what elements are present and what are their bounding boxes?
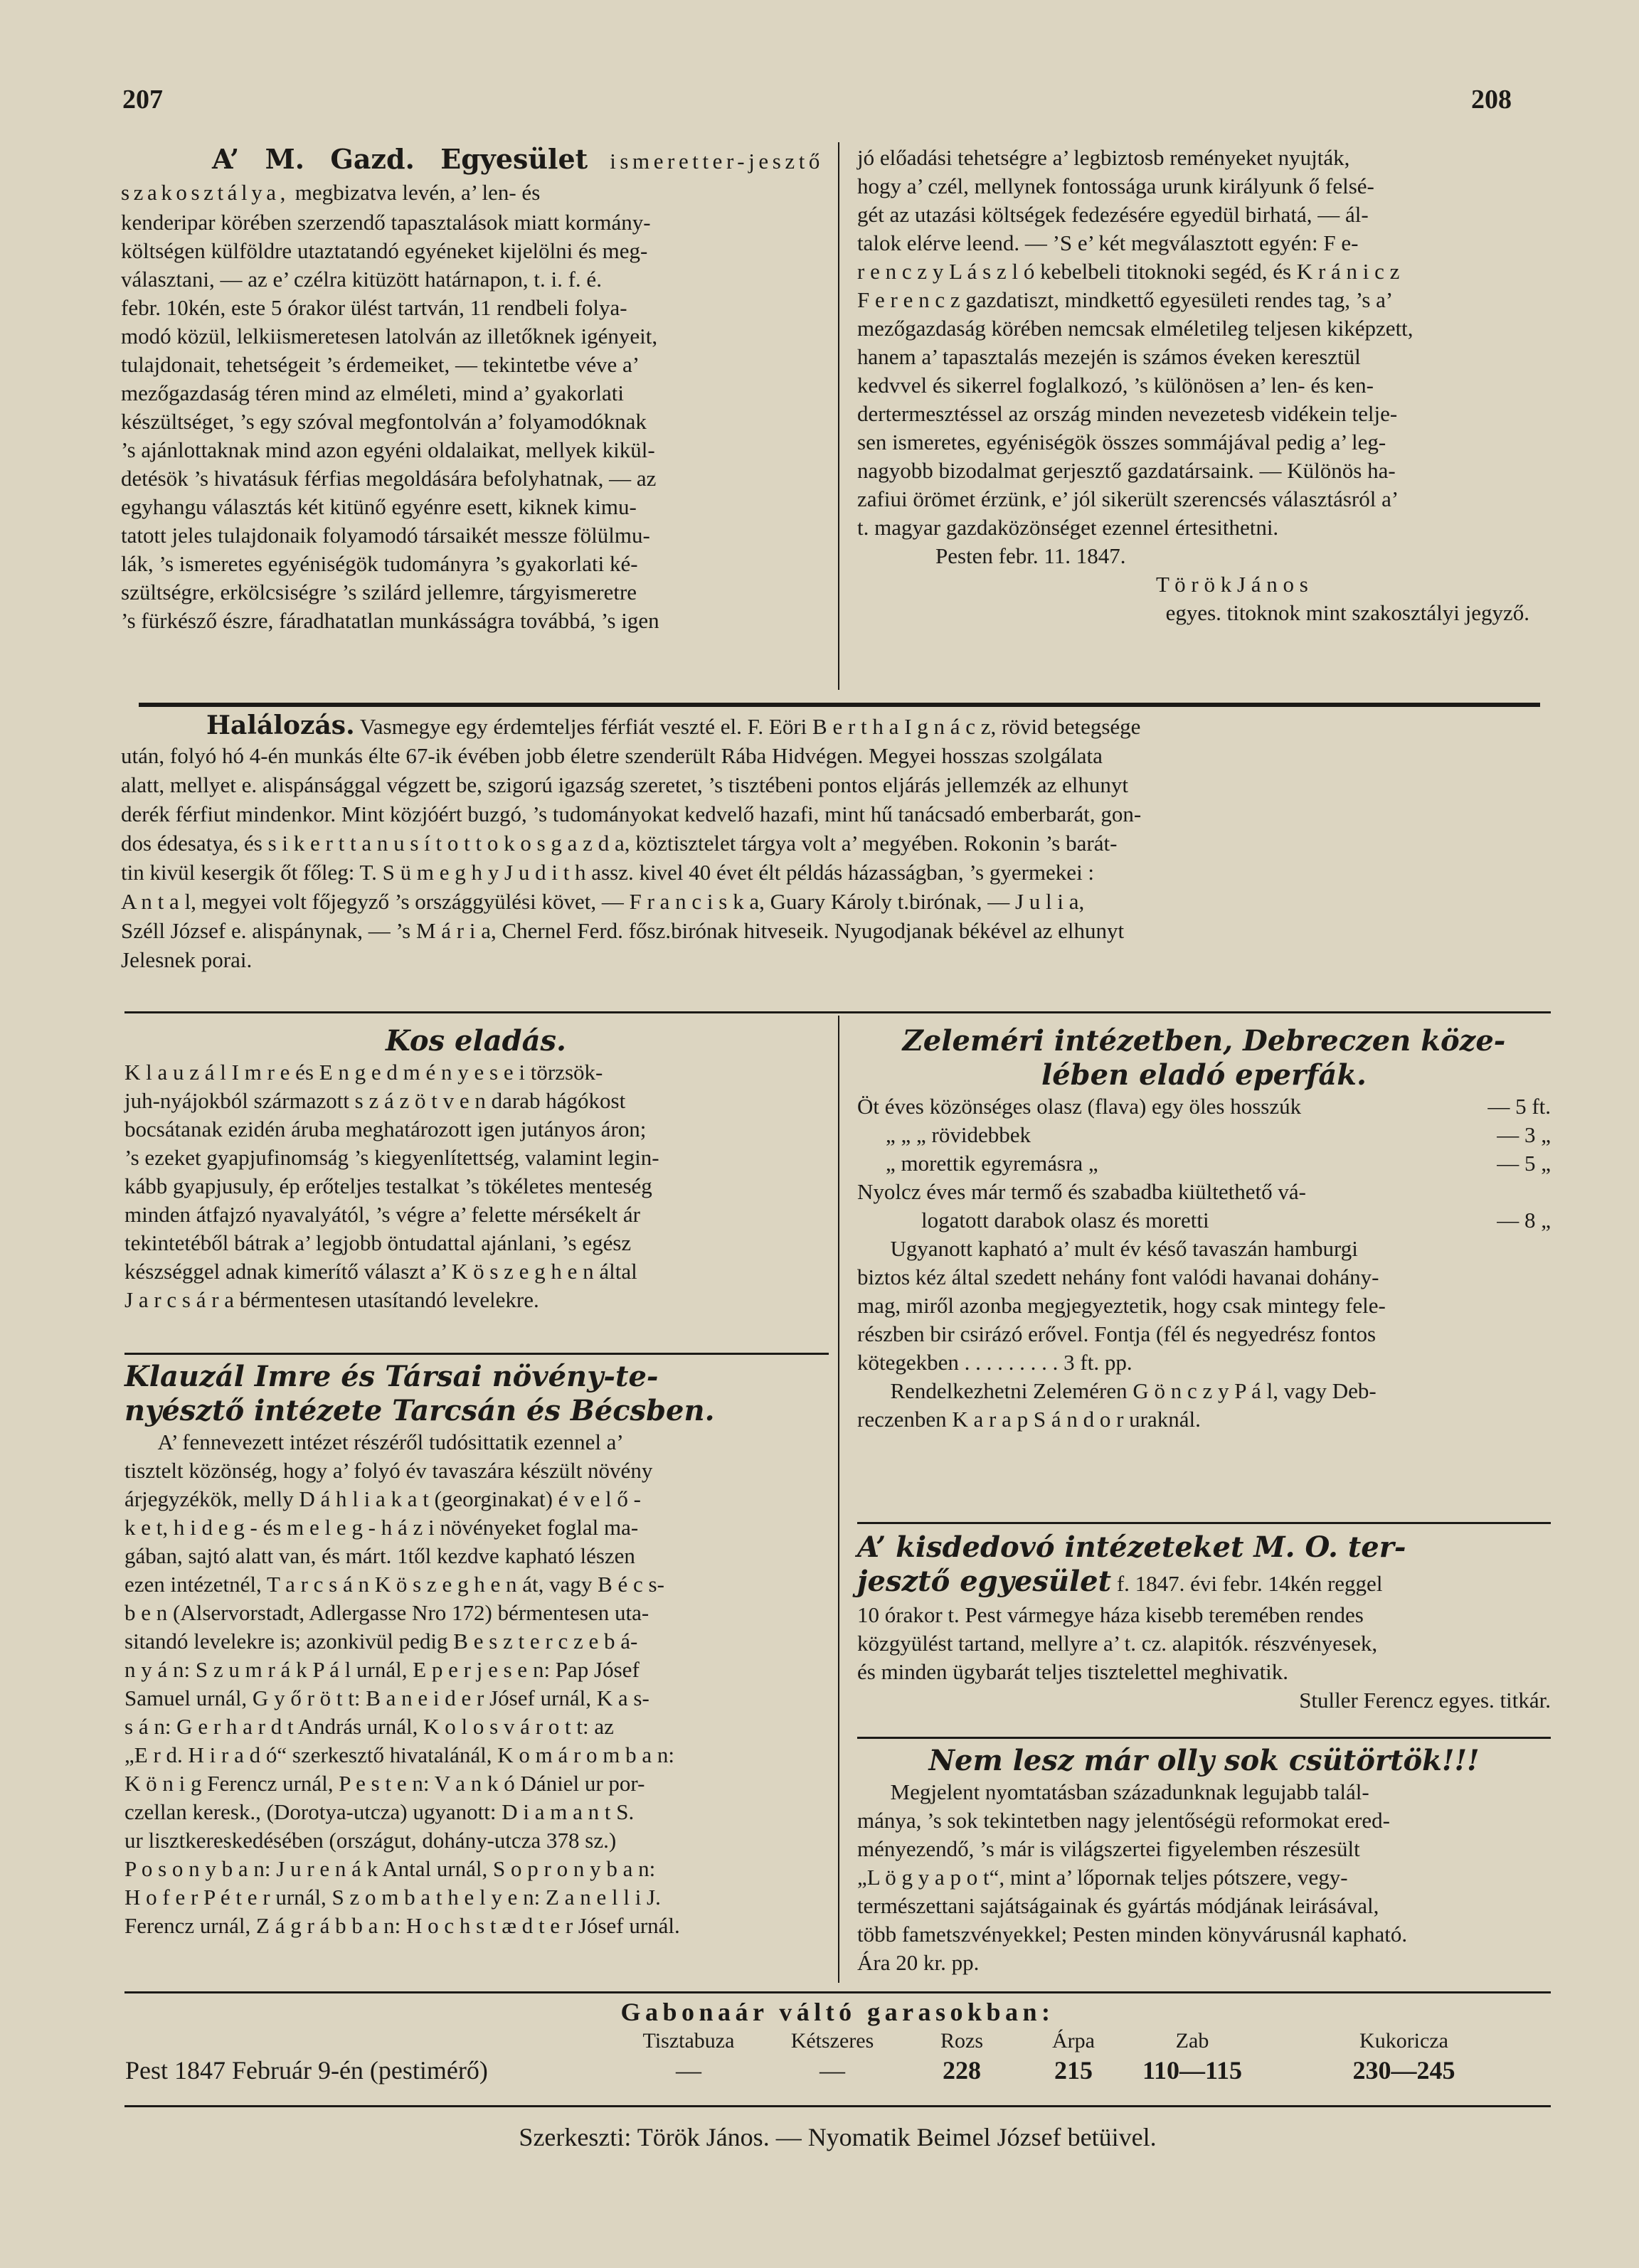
zelemeri-line: részben bir csirázó erővel. Fontja (fél és negyedrész fontos	[857, 1321, 1377, 1346]
grain-price-row	[124, 2054, 1551, 2087]
gazd-line: készültséget, ’s egy szóval megfontolván a’ folyamodóknak	[121, 409, 647, 434]
section-rule	[857, 1522, 1551, 1524]
klauzal-line: H o f e r P é t e r urnál, S z o m b a t h e l y e n: Z a n e l l i J.	[124, 1885, 661, 1910]
klauzal-line: „E r d. H i r a d ó“ szerkesztő hivatalánál, K o m á r o m b a n:	[124, 1742, 675, 1767]
klauzal-line: czellan keresk., (Dorotya-utcza) ugyanott: D i a m a n t S.	[124, 1799, 635, 1824]
klauzal-line: n y á n: S z u m r á k P á l urnál, E p e r j e s e n: Pap Jósef	[124, 1657, 640, 1682]
klauzal-line: Ferencz urnál, Z á g r á b b a n: H o c h s t æ d t e r Jósef urnál.	[124, 1913, 680, 1938]
csutortok-line: természettani sajátságainak és gyártás módjának leirásával,	[857, 1893, 1379, 1918]
price-line	[857, 1092, 1551, 1121]
grain-price-title: Gabonaár váltó garasokban:	[620, 1998, 1055, 2026]
page-number-right: 208	[1471, 85, 1512, 115]
gazd-line: választani, — az e’ czélra kitüzött határnapon, t. i. f. é.	[121, 267, 602, 292]
gazd-line: sen ismeretes, egyéniségök összes sommájával pedig a’ leg-	[857, 430, 1386, 454]
price-value: — 5 ft.	[1487, 1094, 1551, 1119]
kos-line: minden átfajzó nyavalyától, ’s végre a’ felette mérsékelt ár	[124, 1202, 641, 1227]
gazd-line: detésök ’s hivatásuk férfias megoldására befolyhatnak, — az	[121, 466, 657, 491]
zelemeri-line: reczenben K a r a p S á n d o r uraknál.	[857, 1407, 1201, 1432]
gazd-line: dertermesztéssel az ország minden nevezetesb vidékein telje-	[857, 401, 1398, 426]
grain-value: 110—115	[1142, 2056, 1243, 2085]
kos-line: készséggel adnak kimerítő választ a’ K ö s z e g h e n által	[124, 1259, 637, 1284]
gazd-signature-title: egyes. titoknok mint szakosztályi jegyző.	[1165, 600, 1529, 625]
gazd-line: jó előadási tehetségre a’ legbiztosb reményeket nyujták,	[857, 145, 1350, 170]
gazd-line: egyhangu választás két kitünő egyénre esett, kiknek kimu-	[121, 494, 637, 519]
price-line	[857, 1206, 1551, 1235]
zelemeri-line: mag, miről azonba megjegyeztetik, hogy csak mintegy fele-	[857, 1293, 1386, 1318]
price-line	[857, 1149, 1551, 1178]
section-rule	[124, 1011, 1551, 1013]
klauzal-line: tisztelt közönség, hogy a’ folyó év tavaszára készült növény	[124, 1458, 653, 1483]
gazd-line: tatott jeles tulajdonaik folyamodó társaikét messze fölülmu-	[121, 523, 650, 548]
section-rule	[124, 1353, 829, 1355]
gazd-line: t. magyar gazdaközönséget ezennel értesithetni.	[857, 515, 1279, 540]
halalozas-line: után, folyó hó 4-én munkás élte 67-ik évében jobb életre szenderült Rába Hidvégen. Megyei hosszas szolgálata	[121, 743, 1103, 768]
grain-value: 228	[943, 2056, 981, 2085]
grain-header: Rozs	[940, 2029, 983, 2053]
kisdedovo-line: 10 órakor t. Pest vármegye háza kisebb teremében rendes	[857, 1602, 1364, 1627]
grain-price-table	[124, 2028, 1551, 2087]
gazd-line: gét az utazási költségek fedezésére egyedül birhatá, — ál-	[857, 202, 1369, 227]
kos-line: juh-nyájokból származott s z á z ö t v e n darab hágókost	[124, 1088, 626, 1113]
kos-line: K l a u z á l I m r e és E n g e d m é n y e s e i törzsök-	[124, 1060, 603, 1085]
gazd-line: megbizatva levén, a’ len- és	[295, 180, 541, 205]
klauzal-line: sitandó levelekre is; azonkivül pedig B e s z t e r c z e b á-	[124, 1629, 638, 1654]
gazd-line: F e r e n c z gazdatiszt, mindkettő egyesületi rendes tag, ’s a’	[857, 287, 1394, 312]
page-number-left: 207	[122, 85, 163, 115]
kisdedovo-signature: Stuller Ferencz egyes. titkár.	[1299, 1688, 1551, 1713]
kisdedovo-line: f. 1847. évi febr. 14kén reggel	[1116, 1571, 1383, 1596]
grain-value: —	[676, 2056, 701, 2085]
price-value: — 3 „	[1497, 1122, 1551, 1147]
gazd-signature: T ö r ö k J á n o s	[1156, 572, 1308, 597]
section-rule	[857, 1737, 1551, 1739]
gazd-line: szültségre, erkölcsiségre ’s szilárd jellemre, tárgyismeretre	[121, 580, 637, 605]
grain-header: Zab	[1175, 2029, 1209, 2053]
halalozas-line: dos édesatya, és s i k e r t t a n u s í t o t t o k o s g a z d a, köztisztelet tárgya volt a’ megyében. Rokonin ’s barát-	[121, 831, 1118, 856]
gazd-article-right	[857, 144, 1551, 627]
price-item: logatott darabok olasz és moretti	[921, 1208, 1209, 1233]
column-divider	[838, 142, 839, 690]
column-divider	[838, 1016, 839, 1983]
klauzal-article	[124, 1360, 827, 1940]
klauzal-line: gában, sajtó alatt van, és márt. 1től kezdve kapható lészen	[124, 1543, 635, 1568]
halalozas-line: derék férfiut mindenkor. Mint közjóért buzgó, ’s tudományokat kedvelő hazafi, mint hű tanácsadó emberbarát, gon-	[121, 802, 1142, 826]
csutortok-line: ményezendő, ’s már is világszertei figyelemben részesült	[857, 1836, 1360, 1861]
gazd-line: febr. 10kén, este 5 órakor ülést tartván, 11 rendbeli folya-	[121, 295, 627, 320]
kisdedovo-line: és minden ügybarát teljes tisztelettel meghivatik.	[857, 1659, 1289, 1684]
kisdedovo-title: jesztő egyesület	[857, 1565, 1112, 1598]
halalozas-line: Vasmegye egy érdemteljes férfiát veszté el. F. Eöri B e r t h a I g n á c z, rövid betegsége	[359, 714, 1141, 739]
klauzal-line: árjegyzékök, melly D á h l i a k a t (georginakat) é v e l ő -	[124, 1486, 641, 1511]
halalozas-line: Széll József e. alispánynak, — ’s M á r i a, Chernel Ferd. fősz.birónak hitveseik. Nyugodjanak békével az elhunyt	[121, 918, 1125, 943]
gazd-line: mezőgazdaság körében nemcsak elméletileg teljesen kiképzett,	[857, 316, 1413, 341]
grain-value: —	[820, 2056, 845, 2085]
gazd-line: tulajdonait, tehetségeit ’s érdemeiket, — tekintetbe véve a’	[121, 352, 640, 377]
price-item: „ morettik egyremásra „	[886, 1151, 1098, 1176]
gazd-line: hogy a’ czél, mellynek fontossága urunk királyunk ő felsé-	[857, 174, 1374, 198]
halalozas-line: alatt, mellyet e. alispánsággal végzett be, szigorú igazság szeretet, ’s tisztébeni pontos eljárás jellemzék az elhunyt	[121, 772, 1128, 797]
grain-header: Kukoricza	[1359, 2029, 1448, 2053]
klauzal-line: P o s o n y b a n: J u r e n á k Antal urnál, S o p r o n y b a n:	[124, 1856, 656, 1881]
price-value: — 5 „	[1497, 1151, 1551, 1176]
section-rule	[124, 2105, 1551, 2107]
halalozas-title: Halálozás.	[206, 710, 355, 740]
zelemeri-line: Rendelkezhetni Zeleméren G ö n c z y P á l, vagy Deb-	[890, 1378, 1377, 1403]
csutortok-line: Megjelent nyomtatásban századunknak legujabb talál-	[890, 1779, 1369, 1804]
gazd-date: Pesten febr. 11. 1847.	[935, 543, 1126, 568]
klauzal-line: ur lisztkereskedésében (országut, dohány-utcza 378 sz.)	[124, 1828, 617, 1853]
section-rule	[124, 1991, 1551, 1993]
gazd-article-left	[121, 144, 824, 635]
gazd-line: zafiui örömet érzünk, e’ jól sikerült szerencsés választásról a’	[857, 486, 1399, 511]
gazd-line: kenderipar körében szerzendő tapasztalások miatt kormány-	[121, 210, 651, 235]
klauzal-line: b e n (Alservorstadt, Adlergasse Nro 172) bérmentesen uta-	[124, 1600, 649, 1625]
halalozas-line: Jelesnek porai.	[121, 947, 253, 972]
zelemeri-line: kötegekben . . . . . . . . . 3 ft. pp.	[857, 1350, 1133, 1375]
klauzal-line: Samuel urnál, G y ő r ö t t: B a n e i d e r Jósef urnál, K a s-	[124, 1686, 649, 1710]
page-footer: Szerkeszti: Török János. — Nyomatik Beimel József betüivel.	[519, 2123, 1157, 2151]
grain-row-label: Pest 1847 Február 9-én (pestimérő)	[125, 2056, 488, 2085]
csutortok-line: „L ö g y a p o t“, mint a’ lőpornak teljes pótszere, vegy-	[857, 1865, 1348, 1890]
zelemeri-line: biztos kéz által szedett nehány font valódi havanai dohány-	[857, 1265, 1379, 1289]
halalozas-line: tin kivül kesergik őt főleg: T. S ü m e g h y J u d i t h assz. kivel 40 évet élt példás házasságban, ’s gyermekei :	[121, 860, 1095, 885]
zelemeri-article	[857, 1024, 1551, 1434]
grain-header: Tisztabuza	[642, 2029, 735, 2053]
section-rule-thick	[139, 703, 1540, 707]
price-value: — 8 „	[1497, 1208, 1551, 1233]
zelemeri-title: lében eladó eperfák.	[1041, 1058, 1367, 1092]
gazd-line: ’s fürkésző észre, fáradhatatlan munkásságra továbbá, ’s igen	[121, 608, 659, 633]
csutortok-line: több fametszvényekkel; Pesten minden könyvárusnál kapható.	[857, 1922, 1408, 1947]
klauzal-title: nyésztő intézete Tarcsán és Bécsben.	[124, 1394, 715, 1427]
grain-header: Árpa	[1052, 2029, 1095, 2053]
gazd-line: ’s ajánlottaknak mind azon egyéni oldalaikat, mellyek kikül-	[121, 437, 655, 462]
grain-header: Kétszeres	[790, 2029, 874, 2053]
klauzal-line: K ö n i g Ferencz urnál, P e s t e n: V a n k ó Dániel ur por-	[124, 1771, 645, 1796]
grain-price-header-row	[124, 2028, 1551, 2054]
csutortok-article	[857, 1744, 1551, 1977]
grain-value: 215	[1054, 2056, 1093, 2085]
price-item: Öt éves közönséges olasz (flava) egy öles hosszúk	[857, 1094, 1302, 1119]
gazd-line: kedvvel és sikerrel foglalkozó, ’s különösen a’ len- és ken-	[857, 373, 1374, 398]
gazd-line: lák, ’s ismeretes egyéniségök tudományra ’s gyakorlati ké-	[121, 551, 638, 576]
grain-price-section	[124, 1996, 1551, 2087]
gazd-line: költségen külföldre utaztatandó egyéneket kijelölni és meg-	[121, 238, 648, 263]
gazd-line: talok elérve leend. — ’S e’ két megválasztott egyén: F e-	[857, 230, 1359, 255]
grain-value: 230—245	[1352, 2056, 1455, 2085]
klauzal-line: s á n: G e r h a r d t András urnál, K o l o s v á r o t t: az	[124, 1714, 614, 1739]
kisdedovo-title: A’ kisdedovó intézeteket M. O. ter-	[857, 1530, 1406, 1564]
csutortok-title: Nem lesz már olly sok csütörtök!!!	[928, 1744, 1480, 1777]
klauzal-line: A’ fennevezett intézet részéről tudósittatik ezennel a’	[157, 1430, 624, 1454]
gazd-line: mezőgazdaság téren mind az elméleti, mind a’ gyakorlati	[121, 380, 624, 405]
gazd-spaced-intro: ismeretter-jesztő szakosztálya,	[121, 149, 824, 205]
price-item: „ „ „ rövidebbek	[886, 1122, 1031, 1147]
kos-line: J a r c s á r a bérmentesen utasítandó levelekre.	[124, 1287, 539, 1312]
csutortok-line: mánya, ’s sok tekintetben nagy jelentőségü reformokat ered-	[857, 1808, 1390, 1833]
price-item: Nyolcz éves már termő és szabadba kiültethető vá-	[857, 1179, 1306, 1204]
kos-article	[124, 1024, 827, 1314]
kos-title: Kos eladás.	[386, 1024, 566, 1058]
kisdedovo-article	[857, 1530, 1551, 1715]
halalozas-article	[121, 711, 1551, 974]
kos-line: bocsátanak ezidén áruba meghatározott igen jutányos áron;	[124, 1117, 647, 1141]
klauzal-title: Klauzál Imre és Társai növény-te-	[124, 1360, 659, 1393]
kisdedovo-line: közgyülést tartand, mellyre a’ t. cz. alapitók. részvényesek,	[857, 1631, 1378, 1656]
csutortok-line: Ára 20 kr. pp.	[857, 1950, 980, 1975]
price-line	[857, 1178, 1551, 1206]
gazd-line: nagyobb bizodalmat gerjesztő gazdatársaink. — Különös ha-	[857, 458, 1396, 483]
kos-line: ’s ezeket gyapjufinomság ’s kiegyenlítettség, valamint legin-	[124, 1145, 659, 1170]
gazd-line: modó közül, lelkiismeretesen latolván az illetőknek igényeit,	[121, 324, 658, 348]
halalozas-line: A n t a l, megyei volt főjegyző ’s országgyülési követ, — F r a n c i s k a, Guary Károly t.birónak, — J u l i a,	[121, 889, 1085, 914]
gazd-line: r e n c z y L á s z l ó kebelbeli titoknoki segéd, és K r á n i c z	[857, 259, 1400, 284]
zelemeri-line: Ugyanott kapható a’ mult év késő tavaszán hamburgi	[890, 1236, 1358, 1261]
kos-line: tekintetéből bátrak a’ legjobb öntudattal ajánlani, ’s egész	[124, 1230, 632, 1255]
klauzal-line: ezen intézetnél, T a r c s á n K ö s z e g h e n át, vagy B é c s-	[124, 1572, 664, 1597]
price-line	[857, 1121, 1551, 1149]
zelemeri-title: Zeleméri intézetben, Debreczen köze-	[902, 1024, 1506, 1058]
gazd-title: A’ M. Gazd. Egyesület	[212, 143, 588, 175]
gazd-line: hanem a’ tapasztalás mezején is számos éveken keresztül	[857, 344, 1361, 369]
klauzal-line: k e t, h i d e g - és m e l e g - h á z i növényeket foglal ma-	[124, 1515, 639, 1540]
kos-line: kább gyapjusuly, ép erőteljes testalkat ’s tökéletes menteség	[124, 1173, 652, 1198]
